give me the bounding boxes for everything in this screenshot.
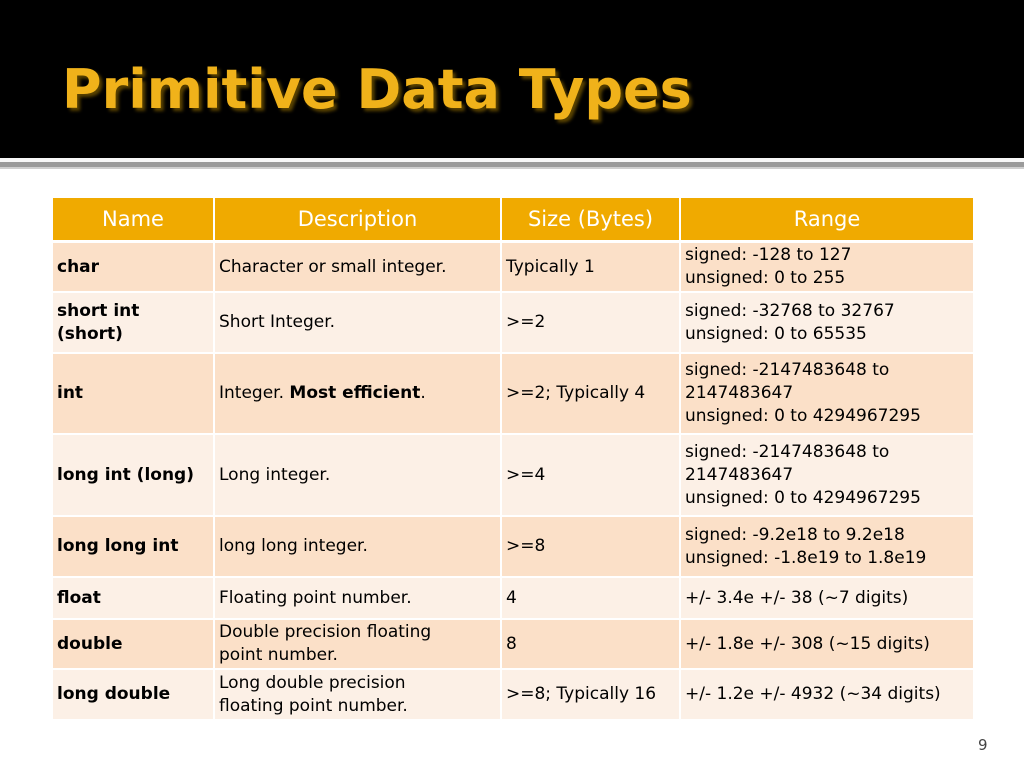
page-number: 9 [978,736,988,754]
type-range [680,353,974,434]
description-suffix: . [420,383,426,403]
type-range [680,577,974,619]
type-name: int [52,353,214,434]
table-row [52,669,974,720]
range-line: unsigned: 0 to 4294967295 [685,487,921,508]
type-description [214,353,501,434]
header-range: Range [680,198,974,242]
range-line: 2147483647 [685,383,794,403]
type-size: 4 [501,577,680,619]
description-line: Double precision floating [219,622,432,642]
description-line: floating point number. [219,695,408,716]
table-row [52,242,974,293]
table-row [52,619,974,669]
header-size: Size (Bytes) [501,198,680,242]
type-size: >=4 [501,434,680,516]
type-name: short int (short) [52,292,214,353]
range-line: signed: -9.2e18 to 9.2e18 [685,524,905,545]
type-description: Short Integer. [214,292,501,353]
divider-shadow [0,167,1024,169]
table-row [52,292,974,353]
type-size: 8 [501,619,680,669]
slide-title: Primitive Data Types [62,58,692,121]
range-line: 2147483647 [685,464,794,485]
type-range [680,619,974,669]
table-row [52,434,974,516]
range-line: signed: -2147483648 to [685,360,890,380]
header-description: Description [214,198,501,242]
type-description: Long integer. [214,434,501,516]
type-description [214,619,501,669]
type-size: >=2 [501,292,680,353]
type-size: Typically 1 [501,242,680,293]
type-description [214,669,501,720]
table-header-row [52,198,974,242]
range-line: +/- 1.8e +/- 308 (~15 digits) [685,633,930,654]
type-name: double [52,619,214,669]
description-emphasis: Most efficient [289,383,421,403]
range-line: +/- 3.4e +/- 38 (~7 digits) [685,587,909,608]
description-line: point number. [219,645,338,665]
type-name: char [52,242,214,293]
type-range [680,242,974,293]
range-line: signed: -32768 to 32767 [685,300,895,321]
table-row [52,353,974,434]
type-name: long int (long) [52,434,214,516]
range-line: unsigned: 0 to 255 [685,268,846,288]
range-line: unsigned: 0 to 4294967295 [685,406,921,426]
type-description: Character or small integer. [214,242,501,293]
type-size: >=8; Typically 16 [501,669,680,720]
description-line: Long double precision [219,672,406,693]
title-bar [0,0,1024,158]
range-line: unsigned: 0 to 65535 [685,323,867,344]
type-size: >=8 [501,516,680,577]
type-range [680,292,974,353]
range-line: unsigned: -1.8e19 to 1.8e19 [685,547,927,568]
type-size: >=2; Typically 4 [501,353,680,434]
type-name: long double [52,669,214,720]
type-range [680,669,974,720]
range-line: signed: -128 to 127 [685,245,852,265]
type-name: long long int [52,516,214,577]
header-name: Name [52,198,214,242]
type-name: float [52,577,214,619]
table-row [52,516,974,577]
type-description: Floating point number. [214,577,501,619]
table-row [52,577,974,619]
range-line: signed: -2147483648 to [685,441,890,462]
data-types-table [51,198,975,721]
description-text: Integer. [219,383,290,403]
range-line: +/- 1.2e +/- 4932 (~34 digits) [685,684,941,704]
type-description: long long integer. [214,516,501,577]
type-range [680,516,974,577]
type-range [680,434,974,516]
